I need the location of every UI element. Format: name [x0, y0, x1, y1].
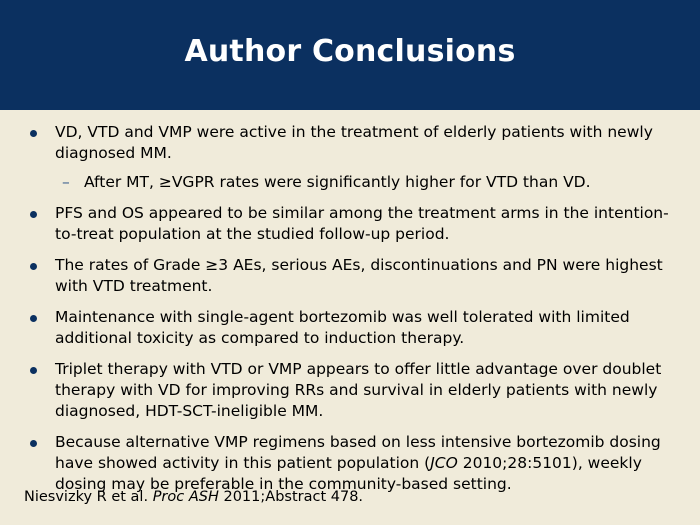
bullet-dot-icon	[30, 211, 37, 218]
bullet-dot-icon	[30, 130, 37, 137]
bullet-text	[55, 432, 680, 495]
bullet-text-part: Because alternative VMP regimens based on less intensive bortezomib dosing have showed activity in this patient population (	[55, 433, 661, 472]
citation-details: 2011;Abstract 478.	[218, 489, 364, 505]
bullet-dot-icon	[30, 315, 37, 322]
bullet-dot-icon	[30, 263, 37, 270]
bullet-text-part: 2010;28:5101), weekly dosing may be preferable in the community-based setting.	[55, 454, 642, 493]
citation-source: Proc ASH	[152, 489, 219, 505]
bullet-list	[0, 122, 700, 505]
bullet-dot-icon	[30, 440, 37, 447]
bullet-item	[0, 203, 700, 245]
bullet-item	[0, 307, 700, 349]
citation	[24, 487, 363, 507]
sub-bullet-text: After MT, ≥VGPR rates were significantly higher for VTD than VD.	[84, 173, 591, 191]
bullet-item	[0, 122, 700, 164]
bullet-text: PFS and OS appeared to be similar among the treatment arms in the intention-to-treat population at the studied follow-up period.	[55, 204, 669, 243]
bullet-item	[0, 432, 700, 495]
sub-bullet-dash: –	[62, 173, 70, 191]
bullet-item	[0, 255, 700, 297]
bullet-text: Triplet therapy with VTD or VMP appears to offer little advantage over doublet therapy with VD for improving RRs and survival in elderly patients with newly diagnosed, HDT-SCT-ineligible MM.	[55, 360, 662, 420]
bullet-text: Maintenance with single-agent bortezomib was well tolerated with limited additional toxicity as compared to induction therapy.	[55, 308, 630, 347]
sub-bullet-item	[0, 172, 700, 193]
journal-name: JCO	[430, 454, 458, 472]
citation-authors: Niesvizky R et al.	[24, 489, 153, 505]
bullet-item	[0, 359, 700, 422]
bullet-dot-icon	[30, 367, 37, 374]
bullet-text: The rates of Grade ≥3 AEs, serious AEs, discontinuations and PN were highest with VTD treatment.	[55, 256, 663, 295]
slide-header	[0, 0, 700, 110]
slide-title: Author Conclusions	[184, 34, 516, 69]
bullet-text: VD, VTD and VMP were active in the treatment of elderly patients with newly diagnosed MM.	[55, 123, 653, 162]
